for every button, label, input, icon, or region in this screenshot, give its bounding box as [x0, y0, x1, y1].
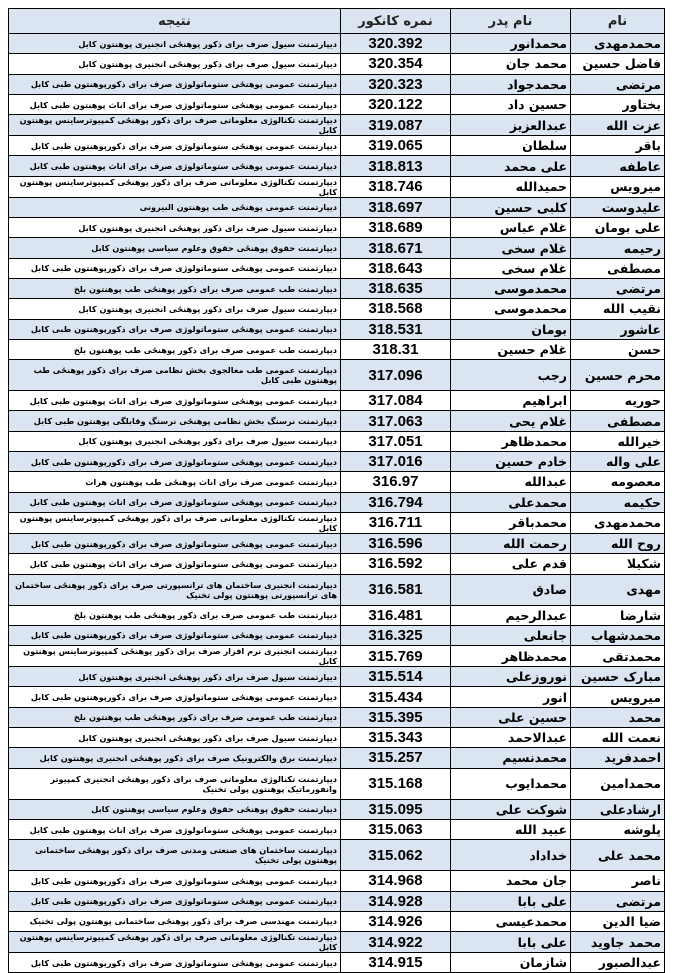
result-cell: دیپارتمنت عمومی پوهنځی ستوماتولوژی صرف برای اناث پوهنتون طبی کابل — [9, 156, 341, 176]
table-row — [9, 319, 665, 339]
father-name-cell: محمدعیسی — [451, 911, 571, 931]
name-cell: پلوشه — [571, 819, 665, 839]
result-cell: دیپارتمنت تکنالوژی معلوماتی صرف برای ذکور پوهنځی کمپیوترساینس پوهنتون کابل — [9, 176, 341, 197]
father-name-cell: محمدنسیم — [451, 748, 571, 768]
father-name-cell: جان محمد — [451, 871, 571, 891]
header-score: نمره کانکور — [341, 9, 451, 34]
father-name-cell: محمدجواد — [451, 74, 571, 94]
score-cell: 316.711 — [341, 512, 451, 533]
result-cell: دیپارتمنت نرسنگ بخش نظامی پوهنځی نرسنگ وقابلگی پوهنتون طبی کابل — [9, 411, 341, 431]
score-cell: 315.769 — [341, 646, 451, 667]
result-cell: دیپارتمنت عمومی پوهنځی ستوماتولوژی صرف برای ذکورپوهنتون طبی کابل — [9, 953, 341, 973]
father-name-cell: رحمت الله — [451, 533, 571, 553]
name-cell: مصطفی — [571, 258, 665, 278]
father-name-cell: محمدعلی — [451, 492, 571, 512]
score-cell: 320.392 — [341, 34, 451, 54]
father-name-cell: علی محمد — [451, 156, 571, 176]
result-cell: دیپارتمنت انجنیری نرم افزار صرف برای ذکور پوهنځی کمپیوترساینس پوهنتون کابل — [9, 646, 341, 667]
score-cell: 315.434 — [341, 687, 451, 707]
table-row — [9, 891, 665, 911]
results-table — [8, 8, 665, 973]
score-cell: 316.596 — [341, 533, 451, 553]
father-name-cell: حسین داد — [451, 94, 571, 114]
result-cell: دیپارتمنت حقوق پوهنځی حقوق وعلوم سیاسی پوهنتون کابل — [9, 799, 341, 819]
result-cell: دیپارتمنت عمومی پوهنځی ستوماتولوژی صرف برای ذکورپوهنتون طبی کابل — [9, 891, 341, 911]
table-row — [9, 391, 665, 411]
score-cell: 317.084 — [341, 391, 451, 411]
score-cell: 317.063 — [341, 411, 451, 431]
name-cell: حسن — [571, 339, 665, 359]
result-cell: دیپارتمنت طب عمومی صرف برای ذکور پوهنځی طب پوهنتون بلخ — [9, 605, 341, 625]
result-cell: دیپارتمنت عمومی پوهنځی طب پوهنتون البیرونی — [9, 197, 341, 217]
table-row — [9, 728, 665, 748]
result-cell: دیپارتمنت سیول صرف برای ذکور پوهنځی انجنیری پوهنتون کابل — [9, 34, 341, 54]
header-result: نتیجه — [9, 9, 341, 34]
name-cell: محمدشهاب — [571, 625, 665, 645]
score-cell: 318.746 — [341, 176, 451, 197]
father-name-cell: علی بابا — [451, 891, 571, 911]
father-name-cell: محمدظاهر — [451, 646, 571, 667]
table-row — [9, 871, 665, 891]
table-row — [9, 472, 665, 492]
result-cell: دیپارتمنت عمومی پوهنځی ستوماتولوژی صرف برای اناث پوهنتون طبی کابل — [9, 492, 341, 512]
score-cell: 315.514 — [341, 667, 451, 687]
score-cell: 314.915 — [341, 953, 451, 973]
name-cell: نعمت الله — [571, 728, 665, 748]
table-body — [9, 34, 665, 973]
result-cell: دیپارتمنت عمومی پوهنځی ستوماتولوژی صرف برای اناث پوهنتون طبی کابل — [9, 554, 341, 574]
father-name-cell: رجب — [451, 360, 571, 391]
father-name-cell: کلبی حسین — [451, 197, 571, 217]
table-row — [9, 94, 665, 114]
header-row — [9, 9, 665, 34]
name-cell: نقیب الله — [571, 299, 665, 319]
table-row — [9, 953, 665, 973]
result-cell: دیپارتمنت تکنالوژی معلوماتی صرف برای ذکور پوهنځی کمپیوترساینس پوهنتون کابل — [9, 115, 341, 136]
results-sheet — [8, 8, 664, 972]
name-cell: محمد علی — [571, 840, 665, 871]
father-name-cell: غلام حسین — [451, 339, 571, 359]
name-cell: محرم حسین — [571, 360, 665, 391]
result-cell: دیپارتمنت مهندسی صرف برای ذکور پوهنځی ساختمانی پوهنتون پولی تخنیک — [9, 911, 341, 931]
name-cell: علی واله — [571, 452, 665, 472]
result-cell: دیپارتمنت تکنالوژی معلوماتی صرف برای ذکور پوهنځی کمپیوترساینس پوهنتون کابل — [9, 512, 341, 533]
name-cell: مهدی — [571, 574, 665, 605]
name-cell: شارضا — [571, 605, 665, 625]
name-cell: محمد جاوید — [571, 932, 665, 953]
father-name-cell: حسین علی — [451, 707, 571, 727]
result-cell: دیپارتمنت عمومی پوهنځی ستوماتولوژی صرف برای اناث پوهنتون طبی کابل — [9, 94, 341, 114]
result-cell: دیپارتمنت عمومی طب معالجوی بخش نظامی صرف برای ذکور پوهنځی طب پوهنتون طبی کابل — [9, 360, 341, 391]
score-cell: 318.671 — [341, 238, 451, 258]
table-row — [9, 452, 665, 472]
result-cell: دیپارتمنت عمومی پوهنځی ستوماتولوژی صرف برای ذکورپوهنتون طبی کابل — [9, 687, 341, 707]
table-row — [9, 74, 665, 94]
table-row — [9, 840, 665, 871]
father-name-cell: غلام سخی — [451, 258, 571, 278]
table-row — [9, 339, 665, 359]
father-name-cell: عبید الله — [451, 819, 571, 839]
result-cell: دیپارتمنت برق والکترونیک صرف برای ذکور پوهنځی انجنیری پوهنتون کابل — [9, 748, 341, 768]
name-cell: مصطفی — [571, 411, 665, 431]
score-cell: 315.343 — [341, 728, 451, 748]
name-cell: محمدمهدی — [571, 34, 665, 54]
name-cell: محمد — [571, 707, 665, 727]
table-row — [9, 605, 665, 625]
score-cell: 319.087 — [341, 115, 451, 136]
name-cell: رحیمه — [571, 238, 665, 258]
name-cell: عاطفه — [571, 156, 665, 176]
father-name-cell: محمدایوب — [451, 768, 571, 799]
score-cell: 315.257 — [341, 748, 451, 768]
result-cell: دیپارتمنت سیول صرف برای ذکور پوهنځی انجنیری پوهنتون کابل — [9, 431, 341, 451]
result-cell: دیپارتمنت طب عمومی صرف برای ذکور پوهنځی طب پوهنتون بلخ — [9, 278, 341, 298]
father-name-cell: شوکت علی — [451, 799, 571, 819]
score-cell: 316.481 — [341, 605, 451, 625]
name-cell: مبارک حسین — [571, 667, 665, 687]
result-cell: دیپارتمنت سیول صرف برای ذکور پوهنځی انجنیری پوهنتون کابل — [9, 667, 341, 687]
table-row — [9, 932, 665, 953]
score-cell: 315.395 — [341, 707, 451, 727]
result-cell: دیپارتمنت عمومی پوهنځی ستوماتولوژی صرف برای اناث پوهنتون طبی کابل — [9, 819, 341, 839]
score-cell: 315.062 — [341, 840, 451, 871]
name-cell: میرویس — [571, 687, 665, 707]
result-cell: دیپارتمنت تکنالوژی معلوماتی صرف برای ذکور پوهنځی انجنیری کمپیوتر وانفورماتیک پوهنتون پولی تخنیک — [9, 768, 341, 799]
score-cell: 314.968 — [341, 871, 451, 891]
result-cell: دیپارتمنت عمومی پوهنځی ستوماتولوژی صرف برای ذکورپوهنتون طبی کابل — [9, 533, 341, 553]
name-cell: مرتضی — [571, 278, 665, 298]
table-row — [9, 299, 665, 319]
result-cell: دیپارتمنت طب عمومی صرف برای ذکور پوهنځی طب پوهنتون بلخ — [9, 339, 341, 359]
father-name-cell: غلام عباس — [451, 218, 571, 238]
father-name-cell: عبدالرحیم — [451, 605, 571, 625]
name-cell: حکیمه — [571, 492, 665, 512]
father-name-cell: جانعلی — [451, 625, 571, 645]
name-cell: محمدامین — [571, 768, 665, 799]
header-father: نام پدر — [451, 9, 571, 34]
table-row — [9, 176, 665, 197]
name-cell: حوریه — [571, 391, 665, 411]
name-cell: علی بومان — [571, 218, 665, 238]
score-cell: 315.168 — [341, 768, 451, 799]
result-cell: دیپارتمنت عمومی پوهنځی ستوماتولوژی صرف برای ذکورپوهنتون طبی کابل — [9, 452, 341, 472]
result-cell: دیپارتمنت حقوق پوهنځی حقوق وعلوم سیاسی پوهنتون کابل — [9, 238, 341, 258]
result-cell: دیپارتمنت ساختمان های صنعتی ومدنی صرف برای ذکور پوهنځی ساختمانی پوهنتون پولی تخنیک — [9, 840, 341, 871]
name-cell: محمدمهدی — [571, 512, 665, 533]
table-row — [9, 278, 665, 298]
score-cell: 316.581 — [341, 574, 451, 605]
father-name-cell: محمد جان — [451, 54, 571, 74]
score-cell: 316.325 — [341, 625, 451, 645]
result-cell: دیپارتمنت عمومی پوهنځی ستوماتولوژی صرف برای ذکورپوهنتون طبی کابل — [9, 871, 341, 891]
score-cell: 318.643 — [341, 258, 451, 278]
name-cell: ناصر — [571, 871, 665, 891]
father-name-cell: ابراهیم — [451, 391, 571, 411]
table-row — [9, 54, 665, 74]
score-cell: 318.697 — [341, 197, 451, 217]
name-cell: معصومه — [571, 472, 665, 492]
name-cell: احمدفرید — [571, 748, 665, 768]
score-cell: 316.592 — [341, 554, 451, 574]
table-row — [9, 34, 665, 54]
score-cell: 318.813 — [341, 156, 451, 176]
table-row — [9, 218, 665, 238]
result-cell: دیپارتمنت سیول صرف برای ذکور پوهنځی انجنیری پوهنتون کابل — [9, 299, 341, 319]
score-cell: 317.051 — [341, 431, 451, 451]
father-name-cell: علی بابا — [451, 932, 571, 953]
father-name-cell: عبدالعزیز — [451, 115, 571, 136]
table-row — [9, 238, 665, 258]
father-name-cell: غلام یحی — [451, 411, 571, 431]
result-cell: دیپارتمنت سیول صرف برای ذکور پوهنځی انجنیری پوهنتون کابل — [9, 728, 341, 748]
father-name-cell: خادم حسین — [451, 452, 571, 472]
table-row — [9, 197, 665, 217]
table-row — [9, 554, 665, 574]
name-cell: باقر — [571, 136, 665, 156]
name-cell: بختاور — [571, 94, 665, 114]
father-name-cell: انور — [451, 687, 571, 707]
father-name-cell: محمدانور — [451, 34, 571, 54]
name-cell: عبدالصبور — [571, 953, 665, 973]
name-cell: شکیلا — [571, 554, 665, 574]
table-row — [9, 687, 665, 707]
result-cell: دیپارتمنت تکنالوژی معلوماتی صرف برای ذکور پوهنځی کمپیوترساینس پوهنتون کابل — [9, 932, 341, 953]
score-cell: 317.016 — [341, 452, 451, 472]
table-row — [9, 360, 665, 391]
table-row — [9, 115, 665, 136]
father-name-cell: خداداد — [451, 840, 571, 871]
table-row — [9, 748, 665, 768]
result-cell: دیپارتمنت عمومی پوهنځی ستوماتولوژی صرف برای ذکورپوهنتون طبی کابل — [9, 319, 341, 339]
father-name-cell: محمدباقر — [451, 512, 571, 533]
name-cell: علیدوست — [571, 197, 665, 217]
score-cell: 314.922 — [341, 932, 451, 953]
father-name-cell: سلطان — [451, 136, 571, 156]
name-cell: عزت الله — [571, 115, 665, 136]
score-cell: 318.568 — [341, 299, 451, 319]
score-cell: 316.794 — [341, 492, 451, 512]
table-row — [9, 667, 665, 687]
score-cell: 315.063 — [341, 819, 451, 839]
score-cell: 319.065 — [341, 136, 451, 156]
name-cell: فاضل حسین — [571, 54, 665, 74]
name-cell: مرتضی — [571, 74, 665, 94]
father-name-cell: صادق — [451, 574, 571, 605]
table-row — [9, 574, 665, 605]
father-name-cell: شازمان — [451, 953, 571, 973]
father-name-cell: محمدظاهر — [451, 431, 571, 451]
name-cell: ارشادعلی — [571, 799, 665, 819]
name-cell: میرویس — [571, 176, 665, 197]
result-cell: دیپارتمنت عمومی پوهنځی ستوماتولوژی صرف برای اناث پوهنتون طبی کابل — [9, 391, 341, 411]
table-row — [9, 768, 665, 799]
result-cell: دیپارتمنت سیول صرف برای ذکور پوهنځی انجنیری پوهنتون کابل — [9, 54, 341, 74]
father-name-cell: محمدموسی — [451, 278, 571, 298]
name-cell: روح الله — [571, 533, 665, 553]
table-row — [9, 911, 665, 931]
table-row — [9, 625, 665, 645]
table-row — [9, 411, 665, 431]
table-row — [9, 258, 665, 278]
father-name-cell: عبدالاحمد — [451, 728, 571, 748]
result-cell: دیپارتمنت عمومی پوهنځی ستوماتولوژی صرف برای ذکورپوهنتون طبی کابل — [9, 74, 341, 94]
table-row — [9, 156, 665, 176]
score-cell: 314.926 — [341, 911, 451, 931]
table-row — [9, 512, 665, 533]
score-cell: 316.97 — [341, 472, 451, 492]
name-cell: خیرالله — [571, 431, 665, 451]
father-name-cell: محمدموسی — [451, 299, 571, 319]
score-cell: 318.635 — [341, 278, 451, 298]
name-cell: مرتضی — [571, 891, 665, 911]
score-cell: 317.096 — [341, 360, 451, 391]
father-name-cell: غلام سخی — [451, 238, 571, 258]
result-cell: دیپارتمنت انجنیری ساختمان های ترانسپورتی صرف برای ذکور پوهنځی ساختمان های ترانسپورتی پوهنتون پولی تخنیک — [9, 574, 341, 605]
score-cell: 314.928 — [341, 891, 451, 911]
table-row — [9, 799, 665, 819]
score-cell: 318.689 — [341, 218, 451, 238]
score-cell: 315.095 — [341, 799, 451, 819]
table-row — [9, 136, 665, 156]
name-cell: ضیا الدین — [571, 911, 665, 931]
header-name: نام — [571, 9, 665, 34]
score-cell: 318.31 — [341, 339, 451, 359]
name-cell: عاشور — [571, 319, 665, 339]
father-name-cell: قدم علی — [451, 554, 571, 574]
result-cell: دیپارتمنت طب عمومی صرف برای ذکور پوهنځی طب پوهنتون بلخ — [9, 707, 341, 727]
father-name-cell: عبدالله — [451, 472, 571, 492]
table-row — [9, 646, 665, 667]
father-name-cell: نوروزعلی — [451, 667, 571, 687]
name-cell: محمدتقی — [571, 646, 665, 667]
result-cell: دیپارتمنت عمومی پوهنځی ستوماتولوژی صرف برای ذکورپوهنتون طبی کابل — [9, 625, 341, 645]
score-cell: 318.531 — [341, 319, 451, 339]
table-row — [9, 819, 665, 839]
score-cell: 320.354 — [341, 54, 451, 74]
result-cell: دیپارتمنت عمومی پوهنځی ستوماتولوژی صرف برای ذکورپوهنتون طبی کابل — [9, 136, 341, 156]
father-name-cell: حمیدالله — [451, 176, 571, 197]
result-cell: دیپارتمنت عمومی صرف برای اناث پوهنځی طب پوهنتون هرات — [9, 472, 341, 492]
table-row — [9, 533, 665, 553]
score-cell: 320.323 — [341, 74, 451, 94]
score-cell: 320.122 — [341, 94, 451, 114]
table-row — [9, 492, 665, 512]
father-name-cell: بومان — [451, 319, 571, 339]
result-cell: دیپارتمنت سیول صرف برای ذکور پوهنځی انجنیری پوهنتون کابل — [9, 218, 341, 238]
table-row — [9, 707, 665, 727]
table-row — [9, 431, 665, 451]
result-cell: دیپارتمنت عمومی پوهنځی ستوماتولوژی صرف برای ذکورپوهنتون طبی کابل — [9, 258, 341, 278]
